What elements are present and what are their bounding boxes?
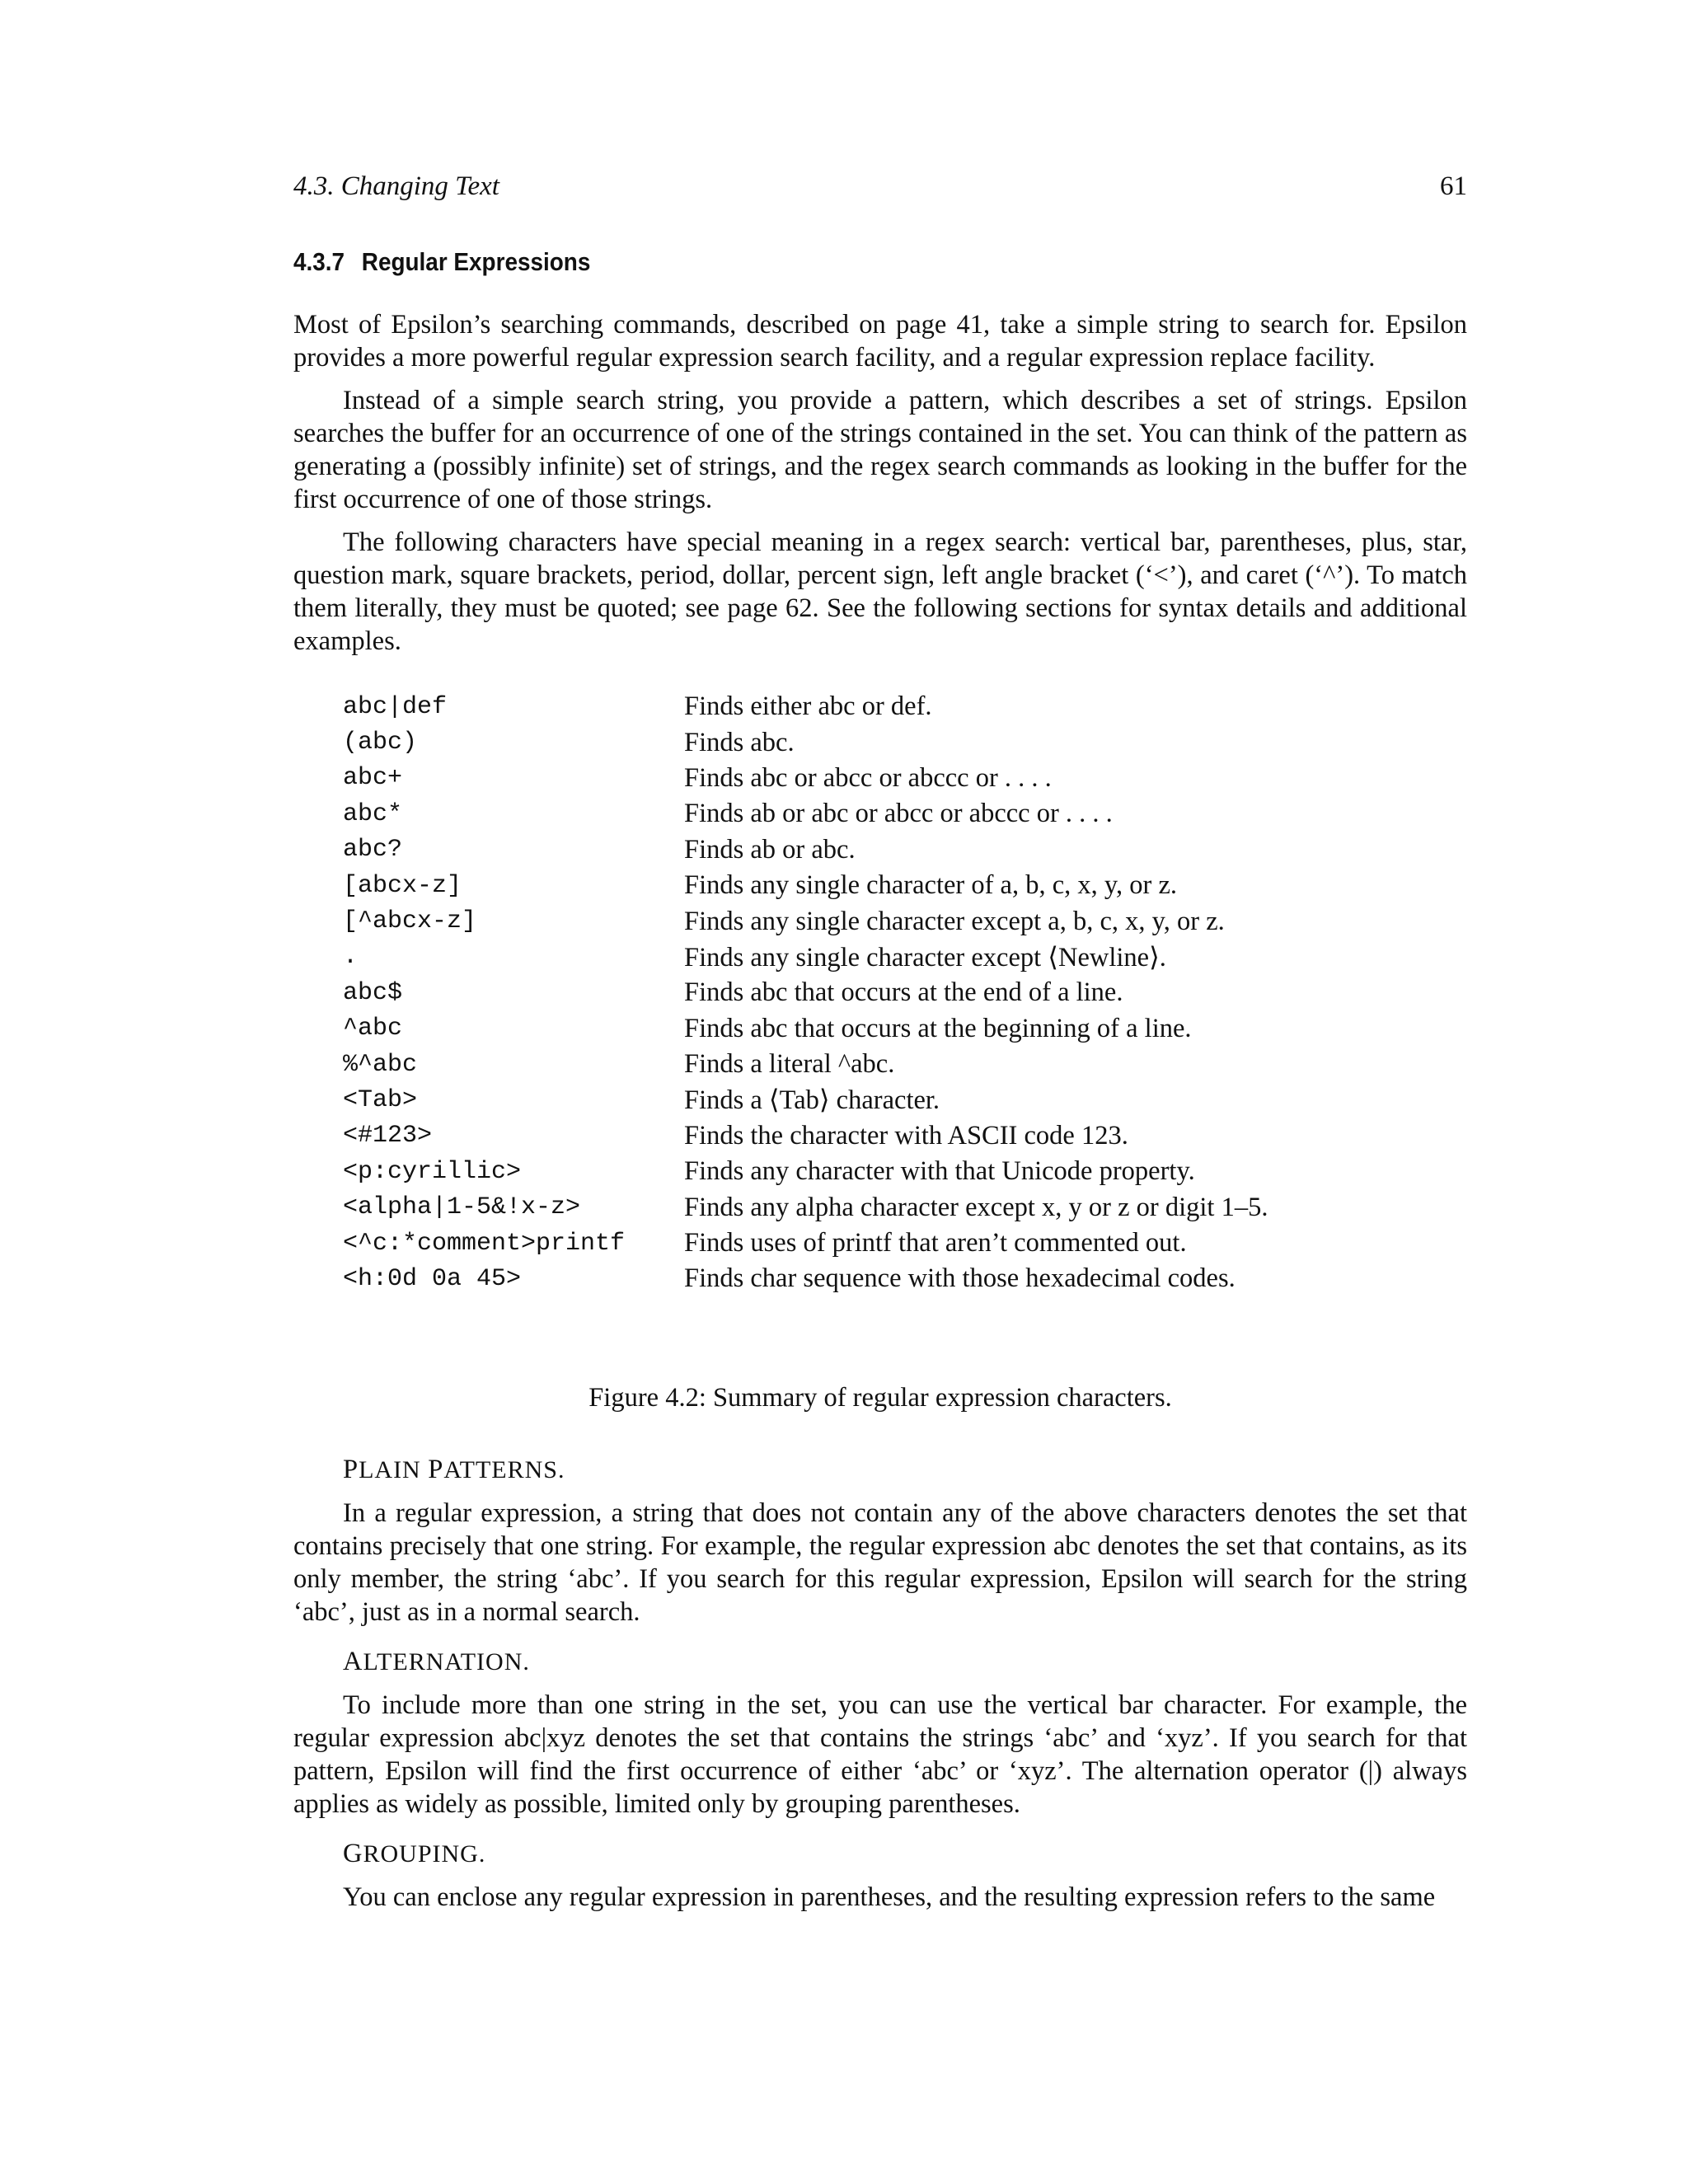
table-row	[343, 1118, 1268, 1154]
figure-caption: Figure 4.2: Summary of regular expression characters.	[588, 1383, 1172, 1413]
regex-pattern: abc+	[343, 764, 403, 793]
table-row	[343, 1154, 1268, 1189]
regex-description: Finds a ⟨Tab⟩ character.	[684, 1085, 940, 1116]
intro-paragraph-1: Most of Epsilon’s searching commands, described on page 41, take a simple string to search for. Epsilon provides a more powerful regular expression search facility, and a regular expression replace facility.	[293, 310, 1467, 373]
grouping-text	[293, 1881, 1467, 1914]
plain-patterns-paragraph: In a regular expression, a string that does not contain any of the above characters denotes the set that contains precisely that one string. For example, the regular expression abc denotes the set that contains, as its only member, the string ‘abc’. If you search for this regular expression, Epsilon will search for the string ‘abc’, just as in a normal search.	[293, 1498, 1467, 1627]
regex-description: Finds any single character of a, b, c, x, y, or z.	[684, 870, 1178, 901]
heading-initial: P	[428, 1455, 444, 1484]
regex-description: Finds abc.	[684, 727, 795, 757]
alternation-text	[293, 1689, 1467, 1821]
chapter-title: 4.3. Changing Text	[293, 171, 499, 201]
table-row	[343, 1047, 1268, 1082]
regex-description: Finds any character with that Unicode property.	[684, 1156, 1195, 1187]
heading-initial: P	[343, 1455, 359, 1484]
heading-rest: LAIN	[359, 1456, 429, 1483]
heading-initial: A	[343, 1647, 363, 1676]
regex-pattern: <p:cyrillic>	[343, 1157, 522, 1186]
regex-description: Finds either abc or def.	[684, 691, 932, 722]
section-number: 4.3.7	[293, 247, 345, 276]
table-row	[343, 1189, 1268, 1225]
table-row	[343, 761, 1268, 796]
grouping-heading	[343, 1837, 485, 1871]
intro-paragraph-2: Instead of a simple search string, you provide a pattern, which describes a set of strings. Epsilon searches the buffer for an occurrence of one of the strings contained in the set. You can think of the pattern as generating a (possibly infinite) set of strings, and the regex search commands as looking in the buffer for the first occurrence of one of those strings.	[293, 386, 1467, 514]
table-row	[343, 1011, 1268, 1047]
table-row	[343, 975, 1268, 1010]
regex-description: Finds any single character except a, b, c, x, y, or z.	[684, 906, 1225, 936]
regex-pattern: ^abc	[343, 1015, 403, 1043]
regex-description: Finds abc or abcc or abccc or . . . .	[684, 762, 1052, 793]
heading-rest: ATTERNS.	[443, 1456, 565, 1483]
intro-paragraph-3: The following characters have special meaning in a regex search: vertical bar, parentheses, plus, star, question mark, square brackets, period, dollar, percent sign, left angle bracket (‘<’), and caret (‘^’). To match them literally, they must be quoted; see page 62. See the following sections for syntax details and additional examples.	[293, 527, 1467, 656]
regex-pattern: abc*	[343, 799, 403, 828]
heading-initial: G	[343, 1839, 363, 1868]
table-row	[343, 1261, 1268, 1296]
regex-pattern: (abc)	[343, 729, 418, 757]
regex-pattern: abc?	[343, 836, 403, 865]
intro-text	[293, 308, 1467, 658]
regex-description: Finds a literal ^abc.	[684, 1049, 895, 1080]
regex-pattern: [^abcx-z]	[343, 907, 477, 936]
grouping-paragraph: You can enclose any regular expression in parentheses, and the resulting expression refers to the same	[343, 1882, 1436, 1912]
table-row	[343, 868, 1268, 903]
regex-description: Finds ab or abc or abcc or abccc or . . . .	[684, 799, 1113, 829]
regex-pattern: <h:0d 0a 45>	[343, 1264, 522, 1293]
regex-pattern: <Tab>	[343, 1085, 418, 1114]
alternation-paragraph: To include more than one string in the set, you can use the vertical bar character. For example, the regular expression abc|xyz denotes the set that contains the strings ‘abc’ and ‘xyz’. If you search for that pattern, Epsilon will find the first occurrence of either ‘abc’ or ‘xyz’. The alternation operator (|) always applies as widely as possible, limited only by grouping parentheses.	[293, 1690, 1467, 1819]
section-title: Regular Expressions	[361, 247, 591, 276]
table-row	[343, 940, 1268, 975]
table-row	[343, 689, 1268, 724]
heading-rest: LTERNATION.	[363, 1648, 530, 1675]
alternation-heading	[343, 1645, 530, 1679]
regex-pattern: abc$	[343, 978, 403, 1007]
plain-patterns-heading	[343, 1453, 565, 1487]
page-number: 61	[1440, 171, 1467, 201]
regex-pattern: .	[343, 943, 359, 972]
regex-description: Finds char sequence with those hexadecimal codes.	[684, 1263, 1236, 1294]
regex-description: Finds abc that occurs at the end of a line.	[684, 977, 1123, 1008]
regex-pattern: [abcx-z]	[343, 871, 462, 900]
regex-description: Finds any single character except ⟨Newline⟩.	[684, 942, 1166, 972]
heading-rest: ROUPING.	[363, 1840, 486, 1868]
table-row	[343, 903, 1268, 939]
table-row	[343, 724, 1268, 760]
regex-description: Finds uses of printf that aren’t commented out.	[684, 1228, 1187, 1258]
section-heading	[293, 246, 590, 279]
regex-description: Finds ab or abc.	[684, 834, 856, 865]
table-row	[343, 832, 1268, 868]
regex-pattern: %^abc	[343, 1050, 418, 1079]
running-header	[293, 168, 1467, 204]
regex-summary-table	[343, 689, 1268, 1297]
table-row	[343, 796, 1268, 832]
regex-description: Finds abc that occurs at the beginning of a line.	[684, 1013, 1192, 1043]
regex-description: Finds the character with ASCII code 123.	[684, 1120, 1128, 1151]
table-row	[343, 1082, 1268, 1118]
regex-pattern: <alpha|1-5&!x-z>	[343, 1193, 581, 1222]
table-row	[343, 1226, 1268, 1261]
regex-description: Finds any alpha character except x, y or z or digit 1–5.	[684, 1192, 1268, 1222]
regex-pattern: <^c:*comment>printf	[343, 1229, 626, 1258]
regex-pattern: abc|def	[343, 692, 448, 721]
regex-pattern: <#123>	[343, 1122, 433, 1151]
plain-patterns-text	[293, 1497, 1467, 1629]
